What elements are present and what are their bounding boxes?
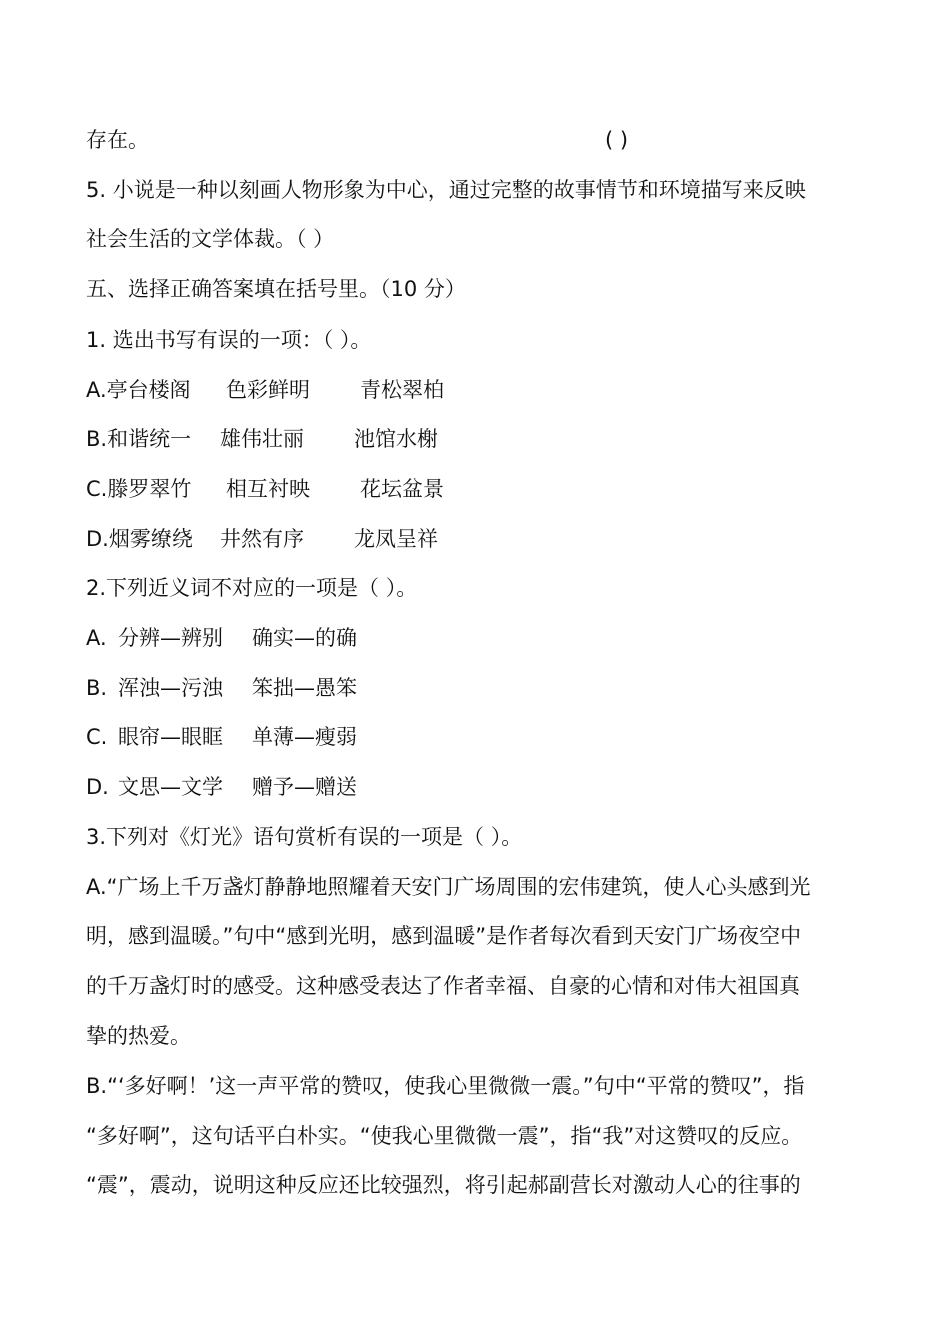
answer-parentheses: ( ): [605, 128, 629, 152]
q3-option-a-line: A.“广场上千万盏灯静静地照耀着天安门广场周围的宏伟建筑，使人心头感到光: [86, 875, 811, 899]
option-pair: 确实—的确: [252, 626, 357, 650]
option-label: C.: [86, 477, 108, 501]
option-label: C.: [86, 725, 108, 749]
q2-option-d: [86, 772, 876, 802]
option-word: 青松翠柏: [360, 378, 444, 402]
q1-option-b: [86, 424, 876, 454]
q1-option-d: [86, 524, 876, 554]
option-pair: 赠予—赠送: [252, 775, 357, 799]
q2-option-c: [86, 722, 876, 752]
q3-option-b-line: “多好啊”，这句话平白朴实。“使我心里微微一震”，指“我”对这赞叹的反应。: [86, 1124, 803, 1148]
q5-line-2: 社会生活的文学体裁。（ ）: [86, 227, 335, 251]
option-word: 亭台楼阁: [106, 378, 191, 402]
option-word: 井然有序: [220, 527, 304, 551]
option-label: B.: [86, 427, 108, 451]
option-pair: 笨拙—愚笨: [252, 676, 357, 700]
q2-stem: 2.下列近义词不对应的一项是（ ）。: [86, 576, 418, 600]
option-word: 和谐统一: [107, 427, 192, 451]
option-word: 花坛盆景: [360, 477, 444, 501]
q5-line-1: 5. 小说是一种以刻画人物形象为中心，通过完整的故事情节和环境描写来反映: [86, 178, 806, 202]
q3-option-a-line: 明，感到温暖。”句中“感到光明，感到温暖”是作者每次看到天安门广场夜空中: [86, 924, 802, 948]
fragment-line: [86, 125, 876, 155]
q3-stem: 3.下列对《灯光》语句赏析有误的一项是（ ）。: [86, 825, 523, 849]
option-label: D.: [86, 775, 109, 799]
option-pair: 文思—文学: [118, 775, 223, 799]
option-label: D.: [86, 527, 109, 551]
q1-option-c: [86, 474, 876, 504]
option-word: 相互衬映: [226, 477, 310, 501]
option-word: 龙凤呈祥: [354, 527, 438, 551]
q2-option-b: [86, 673, 876, 703]
option-label: B.: [86, 676, 108, 700]
option-pair: 分辨—辨别: [118, 626, 223, 650]
q2-option-a: [86, 623, 876, 653]
q3-option-b-line: “震”，震动，说明这种反应还比较强烈，将引起郝副营长对激动人心的往事的: [86, 1173, 801, 1197]
q1-option-a: [86, 375, 876, 405]
section-heading: 五、选择正确答案填在括号里。（10 分）: [86, 277, 466, 301]
option-word: 池馆水榭: [354, 427, 438, 451]
option-pair: 单薄—瘦弱: [252, 725, 357, 749]
q3-option-a-line: 挚的热爱。: [86, 1024, 191, 1048]
q3-option-b-line: B.“‘多好啊！’这一声平常的赞叹，使我心里微微一震。”句中“平常的赞叹”，指: [86, 1074, 805, 1098]
option-word: 烟雾缭绕: [108, 527, 193, 551]
q3-option-a-line: 的千万盏灯时的感受。这种感受表达了作者幸福、自豪的心情和对伟大祖国真: [86, 974, 800, 998]
option-word: 色彩鲜明: [226, 378, 310, 402]
option-word: 滕罗翠竹: [107, 477, 192, 501]
option-word: 雄伟壮丽: [220, 427, 304, 451]
option-pair: 浑浊—污浊: [118, 676, 223, 700]
option-label: A.: [86, 626, 107, 650]
fragment-text: 存在。: [86, 128, 149, 152]
option-pair: 眼帘—眼眶: [118, 725, 223, 749]
q1-stem: 1. 选出书写有误的一项：（ ）。: [86, 328, 372, 352]
option-label: A.: [86, 378, 107, 402]
